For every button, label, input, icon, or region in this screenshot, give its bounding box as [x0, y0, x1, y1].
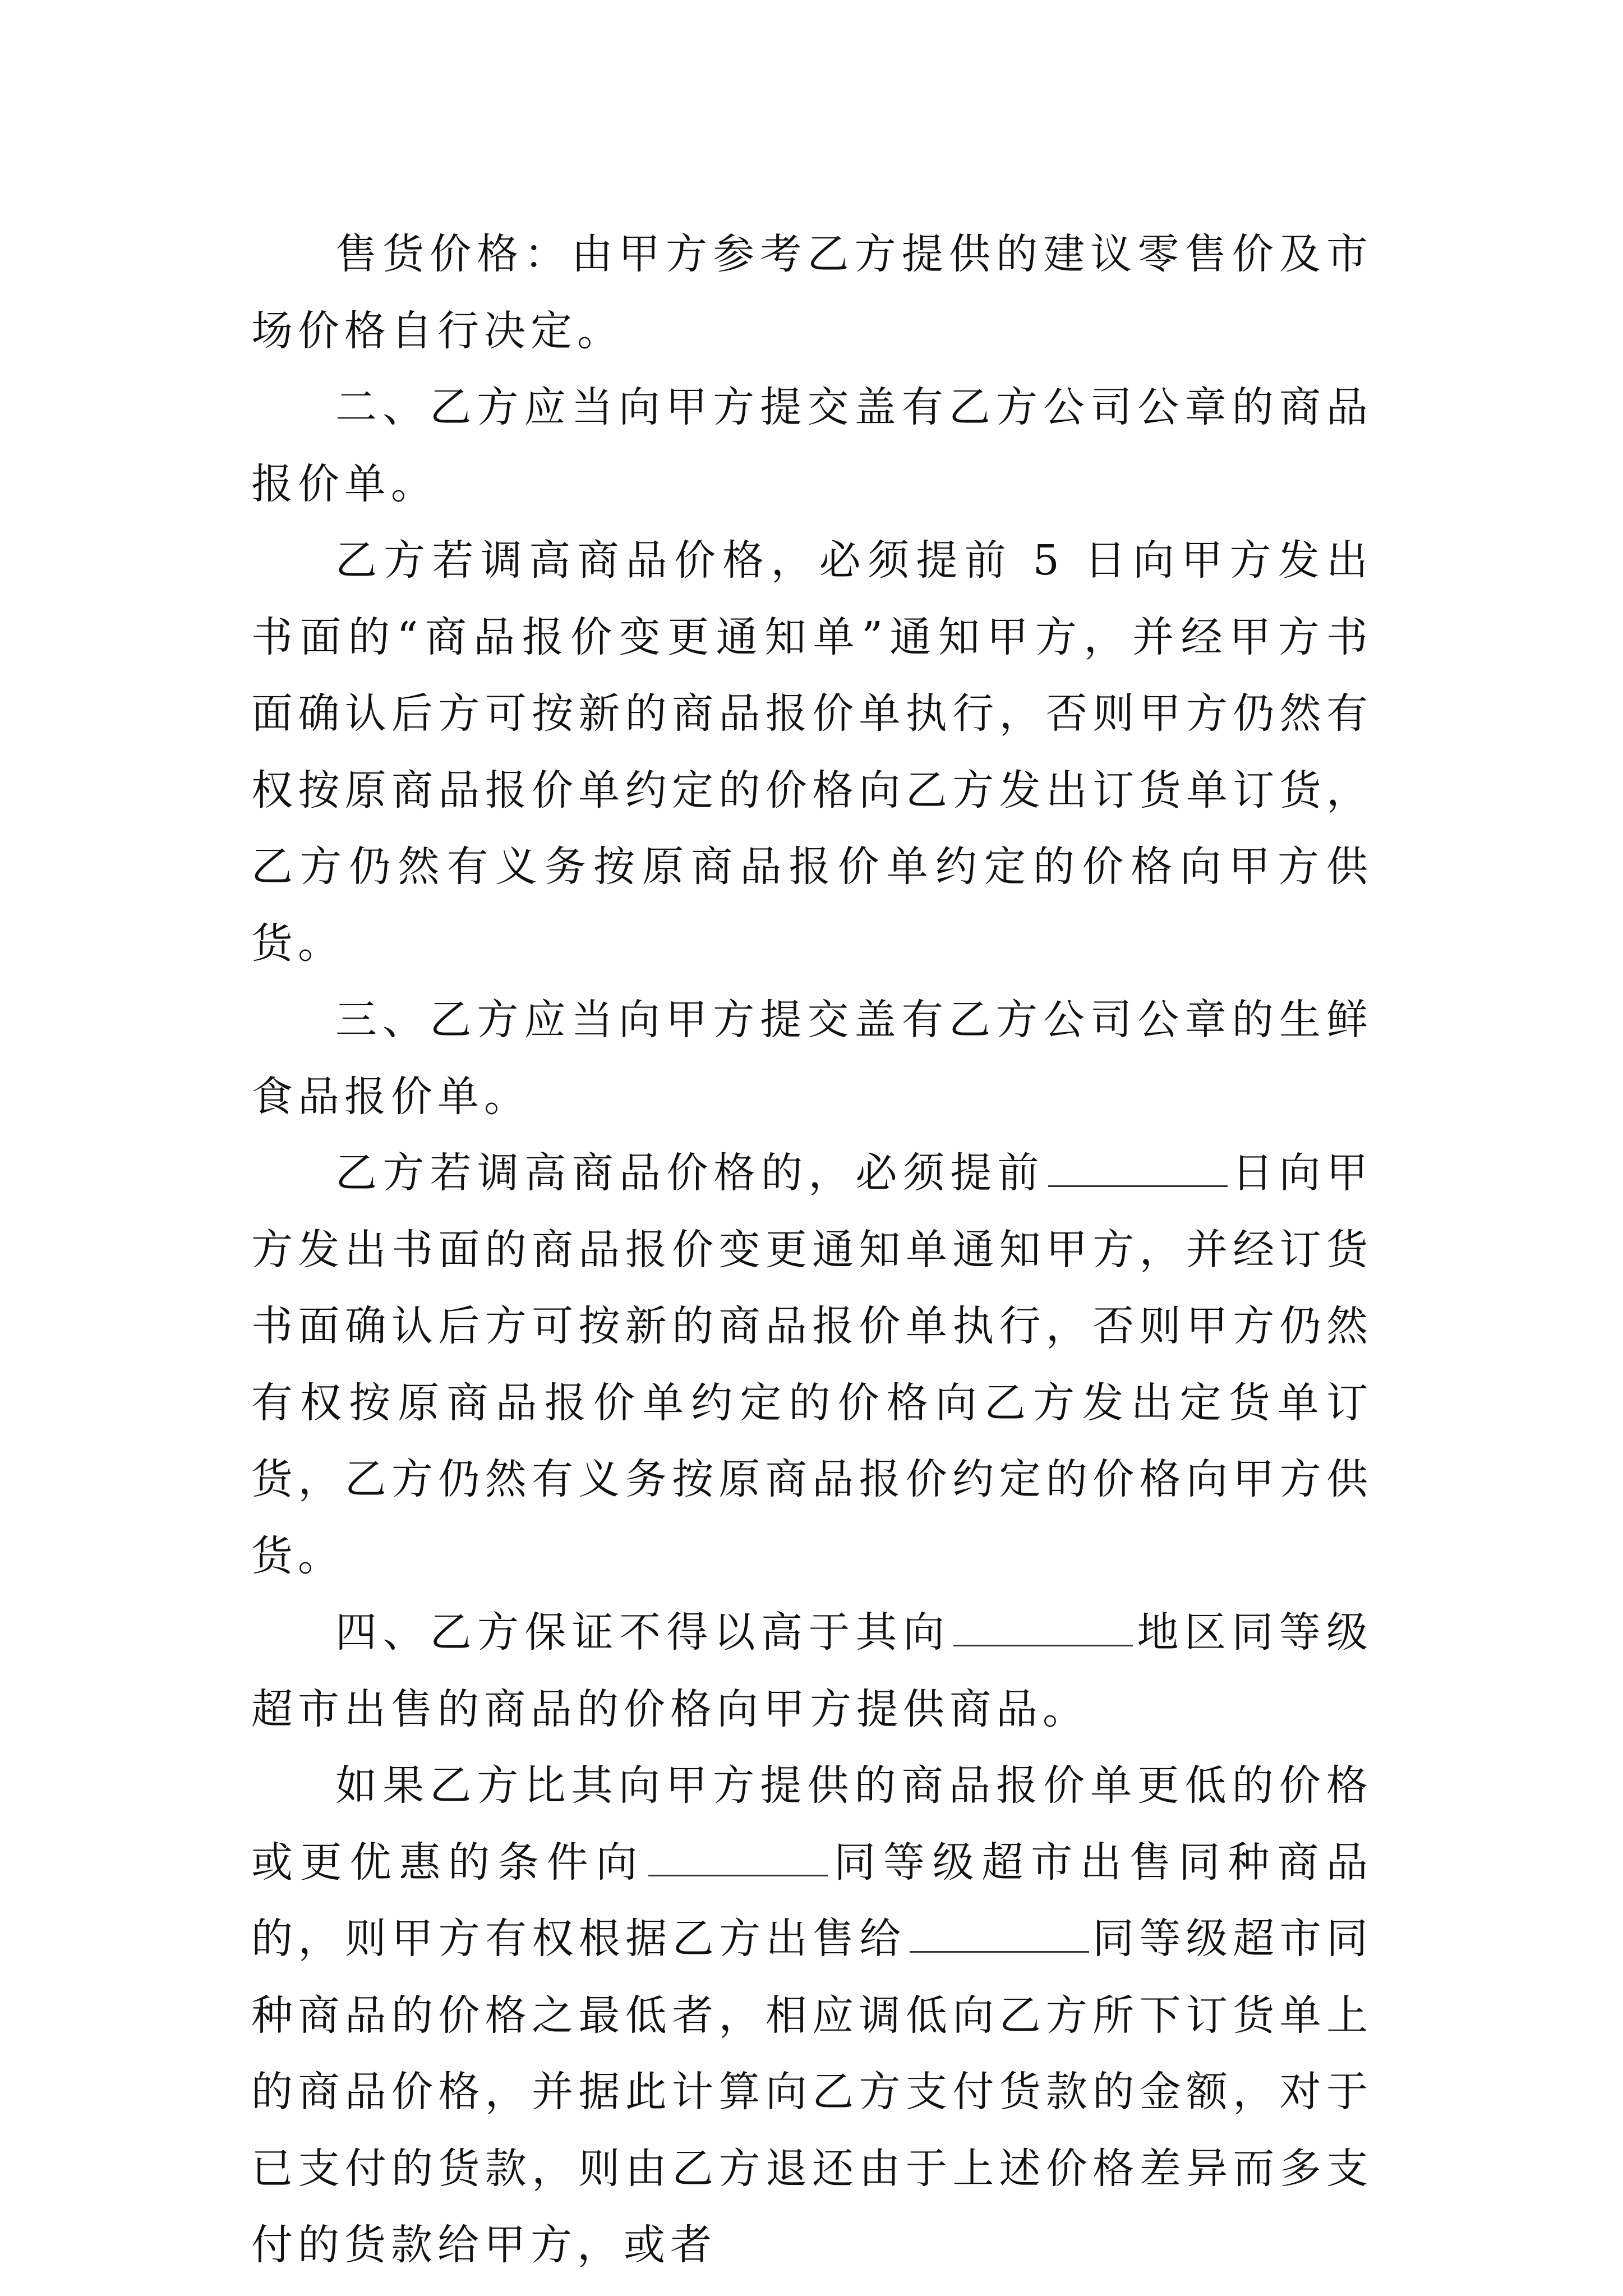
paragraph-sale-price	[251, 216, 1373, 369]
paragraph-text: 如果乙方比其向甲方提供的商品报价单更低的价格或更优惠的条件向	[251, 1761, 1373, 1887]
paragraph-text: 乙方若调高商品价格，必须提前 5 日向甲方发出书面的“商品报价变更通知单”通知甲方，并经甲方书面确认后方可按新的商品报价单执行，否则甲方仍然有权按原商品报价单约定的价格向乙方发出订货单订货，乙方仍然有义务按原商品报价单约定的价格向甲方供货。	[251, 536, 1373, 968]
paragraph-text: 同等级超市同种商品的价格之最低者，相应调低向乙方所下订货单上的商品价格，并据此计算向乙方支付货款的金额，对于已支付的货款，则由乙方退还由于上述价格差异而多支付的货款给甲方，或者	[251, 1915, 1373, 2269]
paragraph-text: 四、乙方保证不得以高于其向	[335, 1608, 951, 1657]
paragraph-text: 三、乙方应当向甲方提交盖有乙方公司公章的生鲜食品报价单。	[251, 996, 1373, 1121]
paragraph-clause-2	[251, 369, 1373, 522]
paragraph-clause-4	[251, 1594, 1373, 1747]
paragraph-text: 日向甲方发出书面的商品报价变更通知单通知甲方，并经订货书面确认后方可按新的商品报价单执行，否则甲方仍然有权按原商品报价单约定的价格向乙方发出定货单订货，乙方仍然有义务按原商品报价约定的价格向甲方供货。	[251, 1149, 1373, 1580]
paragraph-text: 二、乙方应当向甲方提交盖有乙方公司公章的商品报价单。	[251, 383, 1373, 508]
blank-underline	[910, 1918, 1089, 1953]
paragraph-clause-3	[251, 982, 1373, 1135]
document-body	[251, 216, 1373, 2284]
paragraph-fresh-price-increase	[251, 1135, 1373, 1594]
paragraph-text: 乙方若调高商品价格的，必须提前	[335, 1149, 1045, 1197]
paragraph-text: 地区同等级超市出售的商品的价格向甲方提供商品。	[251, 1608, 1373, 1733]
blank-underline	[648, 1842, 828, 1876]
blank-underline	[953, 1612, 1133, 1646]
paragraph-text: 售货价格：由甲方参考乙方提供的建议零售价及市场价格自行决定。	[251, 230, 1373, 355]
paragraph-text: 同等级超市出售同种商品的，则甲方有权根据乙方出售给	[251, 1838, 1373, 1963]
paragraph-lower-price	[251, 1747, 1373, 2284]
blank-underline	[1048, 1153, 1228, 1187]
paragraph-price-increase	[251, 522, 1373, 982]
